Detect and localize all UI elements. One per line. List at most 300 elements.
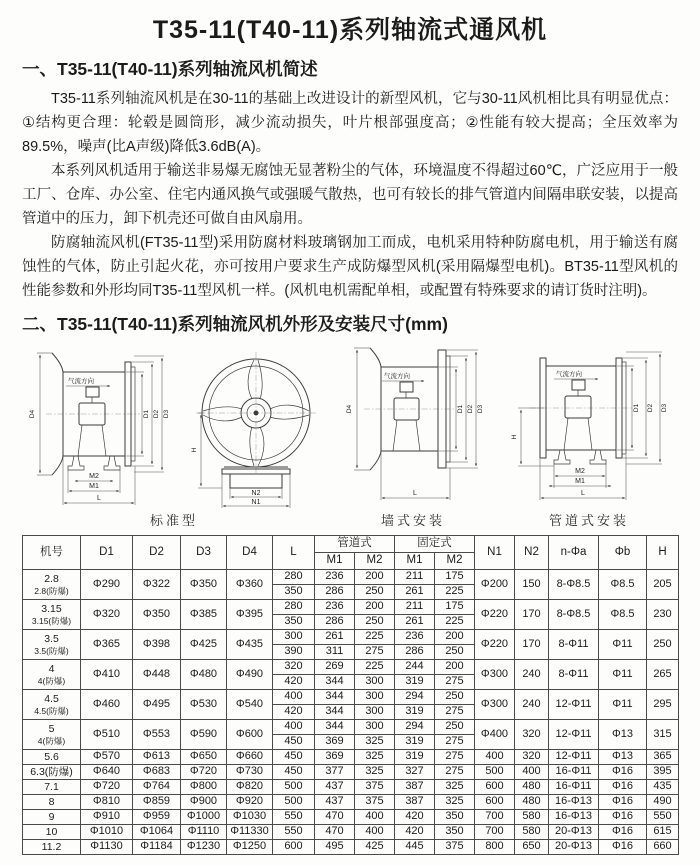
dim-label: H bbox=[511, 434, 518, 440]
table-cell: 480 bbox=[515, 795, 549, 810]
table-cell: Φ1130 bbox=[81, 840, 133, 855]
table-cell: 320 bbox=[515, 750, 549, 765]
drawing-group-wall bbox=[342, 342, 484, 529]
table-cell: 211 bbox=[395, 570, 435, 585]
table-cell: 275 bbox=[355, 645, 395, 660]
table-cell: 500 bbox=[273, 780, 315, 795]
table-cell: Φ11330 bbox=[227, 825, 273, 840]
table-cell: Φ530 bbox=[181, 690, 227, 720]
dim-label: M1 bbox=[575, 478, 585, 485]
table-cell: 236 bbox=[315, 570, 355, 585]
table-cell: 390 bbox=[273, 645, 315, 660]
dim-label: D4 bbox=[29, 409, 36, 419]
table-cell: 300 bbox=[355, 705, 395, 720]
dim-label: N1 bbox=[251, 499, 261, 506]
dim-label: M2 bbox=[89, 473, 99, 480]
table-cell: 650 bbox=[515, 840, 549, 855]
table-cell: 319 bbox=[395, 705, 435, 720]
table-cell: Φ435 bbox=[227, 630, 273, 660]
section2-heading: 二、T35-11(T40-11)系列轴流风机外形及安装尺寸(mm) bbox=[22, 314, 448, 334]
table-cell: 420 bbox=[395, 825, 435, 840]
paragraph-2: 本系列风机适用于输送非易爆无腐蚀无显著粉尘的气体，环境温度不得超过60℃，广泛应用于一般工厂、仓库、办公室、住宅内通风换气或强暖气散热，也可有较长的排气管道内间隔串联安装，以提高管道中的压力，卸下机壳还可做自由风扇用。 bbox=[22, 163, 678, 227]
table-cell: Φ1250 bbox=[227, 840, 273, 855]
table-cell: 261 bbox=[395, 585, 435, 600]
table-cell: 490 bbox=[647, 795, 679, 810]
table-cell: 375 bbox=[355, 780, 395, 795]
table-cell: 170 bbox=[515, 630, 549, 660]
dim-label: D2 bbox=[647, 403, 654, 413]
table-cell: 325 bbox=[355, 750, 395, 765]
model-cell: 10 bbox=[23, 825, 81, 840]
drawing-group-duct bbox=[500, 342, 678, 529]
table-cell: Φ495 bbox=[133, 690, 181, 720]
table-cell: 344 bbox=[315, 690, 355, 705]
dim-label: D3 bbox=[477, 404, 484, 414]
table-cell: 387 bbox=[395, 780, 435, 795]
model-cell: 3.5 3.5(防爆) bbox=[23, 630, 81, 660]
caption-standard: 标准型 bbox=[149, 513, 198, 528]
duct-mount-drawing bbox=[500, 342, 678, 504]
table-cell: 211 bbox=[395, 600, 435, 615]
table-cell: 344 bbox=[315, 675, 355, 690]
table-cell: Φ910 bbox=[81, 810, 133, 825]
table-cell: Φ13 bbox=[599, 720, 647, 750]
table-cell: Φ720 bbox=[81, 780, 133, 795]
model-cell: 5.6 bbox=[23, 750, 81, 765]
table-cell: 550 bbox=[273, 825, 315, 840]
table-cell: 325 bbox=[435, 795, 475, 810]
table-cell: 800 bbox=[475, 840, 515, 855]
table-cell: 420 bbox=[395, 810, 435, 825]
table-cell: 470 bbox=[315, 825, 355, 840]
table-cell: 420 bbox=[273, 705, 315, 720]
table-cell: 225 bbox=[355, 660, 395, 675]
table-cell: 175 bbox=[435, 570, 475, 585]
airflow-direction-label: 气流方向 bbox=[384, 373, 410, 380]
table-cell: Φ1110 bbox=[181, 825, 227, 840]
table-cell: 325 bbox=[355, 765, 395, 780]
table-cell: 375 bbox=[435, 840, 475, 855]
table-cell: Φ220 bbox=[475, 630, 515, 660]
col-header-model: 机号 bbox=[23, 536, 81, 570]
table-cell: 250 bbox=[355, 585, 395, 600]
table-cell: 8-Φ8.5 bbox=[549, 570, 599, 600]
table-cell: 286 bbox=[315, 585, 355, 600]
col-header-h: H bbox=[647, 536, 679, 570]
col-header-duct-m1: M1 bbox=[315, 553, 355, 570]
dim-label: D2 bbox=[153, 409, 160, 419]
col-header-d3: D3 bbox=[181, 536, 227, 570]
section1-heading: 一、T35-11(T40-11)系列轴流风机简述 bbox=[22, 59, 318, 79]
model-cell: 2.8 2.8(防爆) bbox=[23, 570, 81, 600]
table-cell: 269 bbox=[315, 660, 355, 675]
table-cell: Φ730 bbox=[227, 765, 273, 780]
table-cell: 16-Φ11 bbox=[549, 780, 599, 795]
table-cell: 450 bbox=[273, 765, 315, 780]
table-cell: 700 bbox=[475, 810, 515, 825]
table-cell: Φ553 bbox=[133, 720, 181, 750]
table-cell: 20-Φ13 bbox=[549, 825, 599, 840]
dim-label: M2 bbox=[575, 468, 585, 475]
table-cell: 400 bbox=[273, 720, 315, 735]
model-cell: 8 bbox=[23, 795, 81, 810]
table-cell: 319 bbox=[395, 735, 435, 750]
table-cell: Φ640 bbox=[81, 765, 133, 780]
dim-label: N2 bbox=[251, 490, 261, 497]
table-cell: Φ810 bbox=[81, 795, 133, 810]
table-row bbox=[23, 795, 679, 810]
table-cell: 175 bbox=[435, 600, 475, 615]
table-cell: 400 bbox=[355, 825, 395, 840]
table-cell: 240 bbox=[515, 690, 549, 720]
table-cell: 250 bbox=[435, 720, 475, 735]
table-cell: Φ660 bbox=[227, 750, 273, 765]
table-cell: 320 bbox=[515, 720, 549, 750]
table-cell: Φ590 bbox=[181, 720, 227, 750]
table-row bbox=[23, 570, 679, 585]
table-cell: 375 bbox=[355, 795, 395, 810]
page-title: T35-11(T40-11)系列轴流式通风机 bbox=[152, 16, 548, 44]
col-header-d2: D2 bbox=[133, 536, 181, 570]
table-cell: 225 bbox=[435, 615, 475, 630]
table-cell: 600 bbox=[273, 840, 315, 855]
table-cell: 225 bbox=[435, 585, 475, 600]
table-cell: 311 bbox=[315, 645, 355, 660]
table-cell: Φ460 bbox=[81, 690, 133, 720]
airflow-direction-label: 气流方向 bbox=[556, 371, 582, 378]
table-row bbox=[23, 810, 679, 825]
table-cell: Φ859 bbox=[133, 795, 181, 810]
dim-label: D1 bbox=[457, 404, 464, 414]
table-cell: 275 bbox=[435, 705, 475, 720]
table-cell: Φ400 bbox=[475, 720, 515, 750]
paragraph-1: T35-11系列轴流风机是在30-11的基础上改进设计的新型风机，它与30-11风机相比具有明显优点：①结构更合理：轮毂是圆筒形，减少流动损失，叶片根部强度高；②性能有较大提高；全压效率为89.5%，噪声(比A声级)降低3.6dB(A)。 bbox=[22, 91, 678, 155]
table-cell: 495 bbox=[315, 840, 355, 855]
table-cell: 319 bbox=[395, 675, 435, 690]
table-cell: Φ290 bbox=[81, 570, 133, 600]
caption-duct: 管道式安装 bbox=[548, 513, 629, 528]
table-cell: Φ410 bbox=[81, 660, 133, 690]
table-cell: Φ570 bbox=[81, 750, 133, 765]
table-cell: Φ490 bbox=[227, 660, 273, 690]
table-cell: 261 bbox=[395, 615, 435, 630]
table-row bbox=[23, 840, 679, 855]
table-cell: 200 bbox=[435, 660, 475, 675]
table-cell: Φ600 bbox=[227, 720, 273, 750]
table-cell: Φ1230 bbox=[181, 840, 227, 855]
table-cell: Φ11 bbox=[599, 660, 647, 690]
table-cell: Φ510 bbox=[81, 720, 133, 750]
dim-label: L bbox=[413, 490, 417, 497]
dim-label: D1 bbox=[143, 409, 150, 419]
table-cell: Φ220 bbox=[475, 600, 515, 630]
table-cell: 319 bbox=[395, 750, 435, 765]
table-cell: 12-Φ11 bbox=[549, 750, 599, 765]
table-cell: 580 bbox=[515, 825, 549, 840]
table-row bbox=[23, 660, 679, 675]
table-cell: 395 bbox=[647, 765, 679, 780]
table-row bbox=[23, 750, 679, 765]
table-cell: 295 bbox=[647, 690, 679, 720]
table-cell: 400 bbox=[273, 690, 315, 705]
table-cell: 250 bbox=[435, 690, 475, 705]
table-cell: 425 bbox=[355, 840, 395, 855]
table-cell: 300 bbox=[355, 720, 395, 735]
table-cell: 294 bbox=[395, 690, 435, 705]
table-cell: 350 bbox=[435, 825, 475, 840]
table-row bbox=[23, 780, 679, 795]
table-cell: Φ1184 bbox=[133, 840, 181, 855]
dim-label: M1 bbox=[89, 483, 99, 490]
table-row bbox=[23, 720, 679, 735]
table-cell: 200 bbox=[355, 570, 395, 585]
table-cell: Φ959 bbox=[133, 810, 181, 825]
table-cell: Φ1030 bbox=[227, 810, 273, 825]
table-cell: 275 bbox=[435, 735, 475, 750]
table-cell: Φ720 bbox=[181, 765, 227, 780]
table-cell: 244 bbox=[395, 660, 435, 675]
table-cell: 660 bbox=[647, 840, 679, 855]
table-row bbox=[23, 825, 679, 840]
table-cell: 236 bbox=[315, 600, 355, 615]
col-header-n1: N1 bbox=[475, 536, 515, 570]
table-cell: 350 bbox=[273, 585, 315, 600]
table-cell: 600 bbox=[475, 795, 515, 810]
table-cell: 286 bbox=[315, 615, 355, 630]
table-cell: 150 bbox=[515, 570, 549, 600]
table-cell: 300 bbox=[355, 690, 395, 705]
paragraph-3: 防腐轴流风机(FT35-11型)采用防腐材料玻璃钢加工而成，电机采用特种防腐电机，用于输送有腐蚀性的气体，防止引起火花，亦可按用户要求生产成防爆型风机(采用隔爆型电机)。BT35-11型风机的性能参数和外形均同T35-11型风机一样。(风机电机需配单相，或配置有特殊要求的请订货时注明)。 bbox=[22, 235, 678, 299]
table-cell: 320 bbox=[273, 660, 315, 675]
table-cell: Φ16 bbox=[599, 825, 647, 840]
model-cell: 4.5 4.5(防爆) bbox=[23, 690, 81, 720]
table-cell: 369 bbox=[315, 750, 355, 765]
table-cell: Φ300 bbox=[475, 690, 515, 720]
col-header-na: n-Φa bbox=[549, 536, 599, 570]
model-cell: 11.2 bbox=[23, 840, 81, 855]
dim-label: D1 bbox=[633, 403, 640, 413]
table-cell: Φ365 bbox=[81, 630, 133, 660]
table-cell: 300 bbox=[355, 675, 395, 690]
table-cell: 8-Φ8.5 bbox=[549, 600, 599, 630]
table-cell: 16-Φ13 bbox=[549, 795, 599, 810]
dim-label: D2 bbox=[467, 404, 474, 414]
table-cell: 240 bbox=[515, 660, 549, 690]
table-cell: 20-Φ13 bbox=[549, 840, 599, 855]
table-cell: 435 bbox=[647, 780, 679, 795]
table-cell: Φ1000 bbox=[181, 810, 227, 825]
col-header-n2: N2 bbox=[515, 536, 549, 570]
table-cell: 500 bbox=[475, 765, 515, 780]
table-cell: Φ800 bbox=[181, 780, 227, 795]
table-cell: 16-Φ13 bbox=[549, 810, 599, 825]
col-header-d4: D4 bbox=[227, 536, 273, 570]
table-cell: 200 bbox=[435, 630, 475, 645]
table-cell: Φ360 bbox=[227, 570, 273, 600]
table-cell: 12-Φ11 bbox=[549, 690, 599, 720]
table-cell: Φ16 bbox=[599, 780, 647, 795]
table-cell: Φ200 bbox=[475, 570, 515, 600]
dim-label: D3 bbox=[163, 409, 170, 419]
spec-table-body bbox=[23, 570, 679, 855]
col-group-duct: 管道式 bbox=[315, 536, 395, 553]
model-cell: 3.15 3.15(防爆) bbox=[23, 600, 81, 630]
table-cell: 450 bbox=[273, 750, 315, 765]
table-cell: 200 bbox=[355, 600, 395, 615]
table-cell: Φ613 bbox=[133, 750, 181, 765]
dim-label: L bbox=[97, 495, 101, 502]
table-cell: Φ13 bbox=[599, 750, 647, 765]
table-cell: 420 bbox=[273, 675, 315, 690]
table-cell: Φ1010 bbox=[81, 825, 133, 840]
col-header-phib: Φb bbox=[599, 536, 647, 570]
col-header-fixed-m1: M1 bbox=[395, 553, 435, 570]
table-cell: Φ900 bbox=[181, 795, 227, 810]
table-cell: 445 bbox=[395, 840, 435, 855]
table-cell: Φ16 bbox=[599, 840, 647, 855]
table-cell: Φ540 bbox=[227, 690, 273, 720]
table-cell: Φ322 bbox=[133, 570, 181, 600]
table-header-row bbox=[23, 536, 679, 553]
table-cell: 437 bbox=[315, 795, 355, 810]
table-cell: Φ448 bbox=[133, 660, 181, 690]
table-cell: 12-Φ11 bbox=[549, 720, 599, 750]
table-cell: 437 bbox=[315, 780, 355, 795]
table-cell: 8-Φ11 bbox=[549, 630, 599, 660]
table-cell: 387 bbox=[395, 795, 435, 810]
table-cell: Φ480 bbox=[181, 660, 227, 690]
dimension-drawings bbox=[22, 342, 678, 529]
table-cell: Φ764 bbox=[133, 780, 181, 795]
table-cell: Φ820 bbox=[227, 780, 273, 795]
airflow-direction-label: 气流方向 bbox=[68, 378, 94, 385]
dim-label: L bbox=[581, 490, 585, 497]
table-cell: 250 bbox=[355, 615, 395, 630]
table-cell: 450 bbox=[273, 735, 315, 750]
table-row bbox=[23, 690, 679, 705]
table-cell: 280 bbox=[273, 570, 315, 585]
table-cell: 225 bbox=[355, 630, 395, 645]
table-cell: 365 bbox=[647, 750, 679, 765]
col-group-fixed: 固定式 bbox=[395, 536, 475, 553]
table-cell: 550 bbox=[273, 810, 315, 825]
table-cell: Φ300 bbox=[475, 660, 515, 690]
table-cell: Φ16 bbox=[599, 795, 647, 810]
table-cell: 400 bbox=[515, 765, 549, 780]
table-cell: 480 bbox=[515, 780, 549, 795]
table-cell: 500 bbox=[273, 795, 315, 810]
table-cell: 400 bbox=[475, 750, 515, 765]
col-header-d1: D1 bbox=[81, 536, 133, 570]
table-cell: 300 bbox=[273, 630, 315, 645]
table-cell: 236 bbox=[395, 630, 435, 645]
table-cell: 250 bbox=[435, 645, 475, 660]
table-cell: 265 bbox=[647, 660, 679, 690]
table-cell: 470 bbox=[315, 810, 355, 825]
table-cell: 275 bbox=[435, 750, 475, 765]
table-cell: Φ1064 bbox=[133, 825, 181, 840]
table-cell: 275 bbox=[435, 765, 475, 780]
table-cell: Φ650 bbox=[181, 750, 227, 765]
standard-front-view-drawing bbox=[174, 347, 326, 509]
col-header-duct-m2: M2 bbox=[355, 553, 395, 570]
table-cell: Φ398 bbox=[133, 630, 181, 660]
table-cell: Φ8.5 bbox=[599, 600, 647, 630]
col-header-fixed-m2: M2 bbox=[435, 553, 475, 570]
table-cell: 286 bbox=[395, 645, 435, 660]
col-header-l: L bbox=[273, 536, 315, 570]
table-cell: 170 bbox=[515, 600, 549, 630]
dim-label: D4 bbox=[346, 404, 353, 414]
table-row bbox=[23, 600, 679, 615]
table-cell: Φ395 bbox=[227, 600, 273, 630]
table-cell: 8-Φ11 bbox=[549, 660, 599, 690]
table-cell: 325 bbox=[355, 735, 395, 750]
table-cell: 600 bbox=[475, 780, 515, 795]
dimension-table bbox=[22, 535, 679, 855]
table-cell: Φ16 bbox=[599, 810, 647, 825]
model-cell: 5 4(防爆) bbox=[23, 720, 81, 750]
table-cell: 275 bbox=[435, 675, 475, 690]
table-cell: Φ385 bbox=[181, 600, 227, 630]
caption-wall: 墙式安装 bbox=[380, 513, 445, 528]
table-cell: Φ683 bbox=[133, 765, 181, 780]
table-cell: Φ350 bbox=[181, 570, 227, 600]
table-cell: 261 bbox=[315, 630, 355, 645]
model-cell: 9 bbox=[23, 810, 81, 825]
table-cell: 377 bbox=[315, 765, 355, 780]
table-cell: 315 bbox=[647, 720, 679, 750]
dim-label: D3 bbox=[661, 403, 668, 413]
model-cell: 4 4(防爆) bbox=[23, 660, 81, 690]
table-cell: 700 bbox=[475, 825, 515, 840]
table-cell: 350 bbox=[435, 810, 475, 825]
table-cell: 16-Φ11 bbox=[549, 765, 599, 780]
table-row bbox=[23, 765, 679, 780]
table-cell: 344 bbox=[315, 720, 355, 735]
table-cell: 325 bbox=[435, 780, 475, 795]
table-cell: 344 bbox=[315, 705, 355, 720]
table-cell: Φ425 bbox=[181, 630, 227, 660]
model-cell: 7.1 bbox=[23, 780, 81, 795]
table-cell: 615 bbox=[647, 825, 679, 840]
table-cell: Φ11 bbox=[599, 630, 647, 660]
table-cell: 280 bbox=[273, 600, 315, 615]
table-cell: 580 bbox=[515, 810, 549, 825]
drawing-group-standard bbox=[22, 347, 326, 529]
table-cell: 294 bbox=[395, 720, 435, 735]
table-cell: Φ350 bbox=[133, 600, 181, 630]
table-cell: 350 bbox=[273, 615, 315, 630]
model-cell: 6.3(防爆) bbox=[23, 765, 81, 780]
table-cell: 400 bbox=[355, 810, 395, 825]
table-cell: Φ16 bbox=[599, 765, 647, 780]
table-row bbox=[23, 630, 679, 645]
table-cell: 250 bbox=[647, 630, 679, 660]
table-cell: Φ8.5 bbox=[599, 570, 647, 600]
standard-side-view-drawing bbox=[22, 347, 174, 509]
table-cell: Φ920 bbox=[227, 795, 273, 810]
table-cell: Φ320 bbox=[81, 600, 133, 630]
table-cell: 205 bbox=[647, 570, 679, 600]
table-cell: Φ11 bbox=[599, 690, 647, 720]
table-cell: 327 bbox=[395, 765, 435, 780]
table-cell: 230 bbox=[647, 600, 679, 630]
wall-mount-drawing bbox=[342, 342, 484, 504]
dim-label: H bbox=[191, 447, 198, 453]
table-cell: 369 bbox=[315, 735, 355, 750]
table-cell: 550 bbox=[647, 810, 679, 825]
